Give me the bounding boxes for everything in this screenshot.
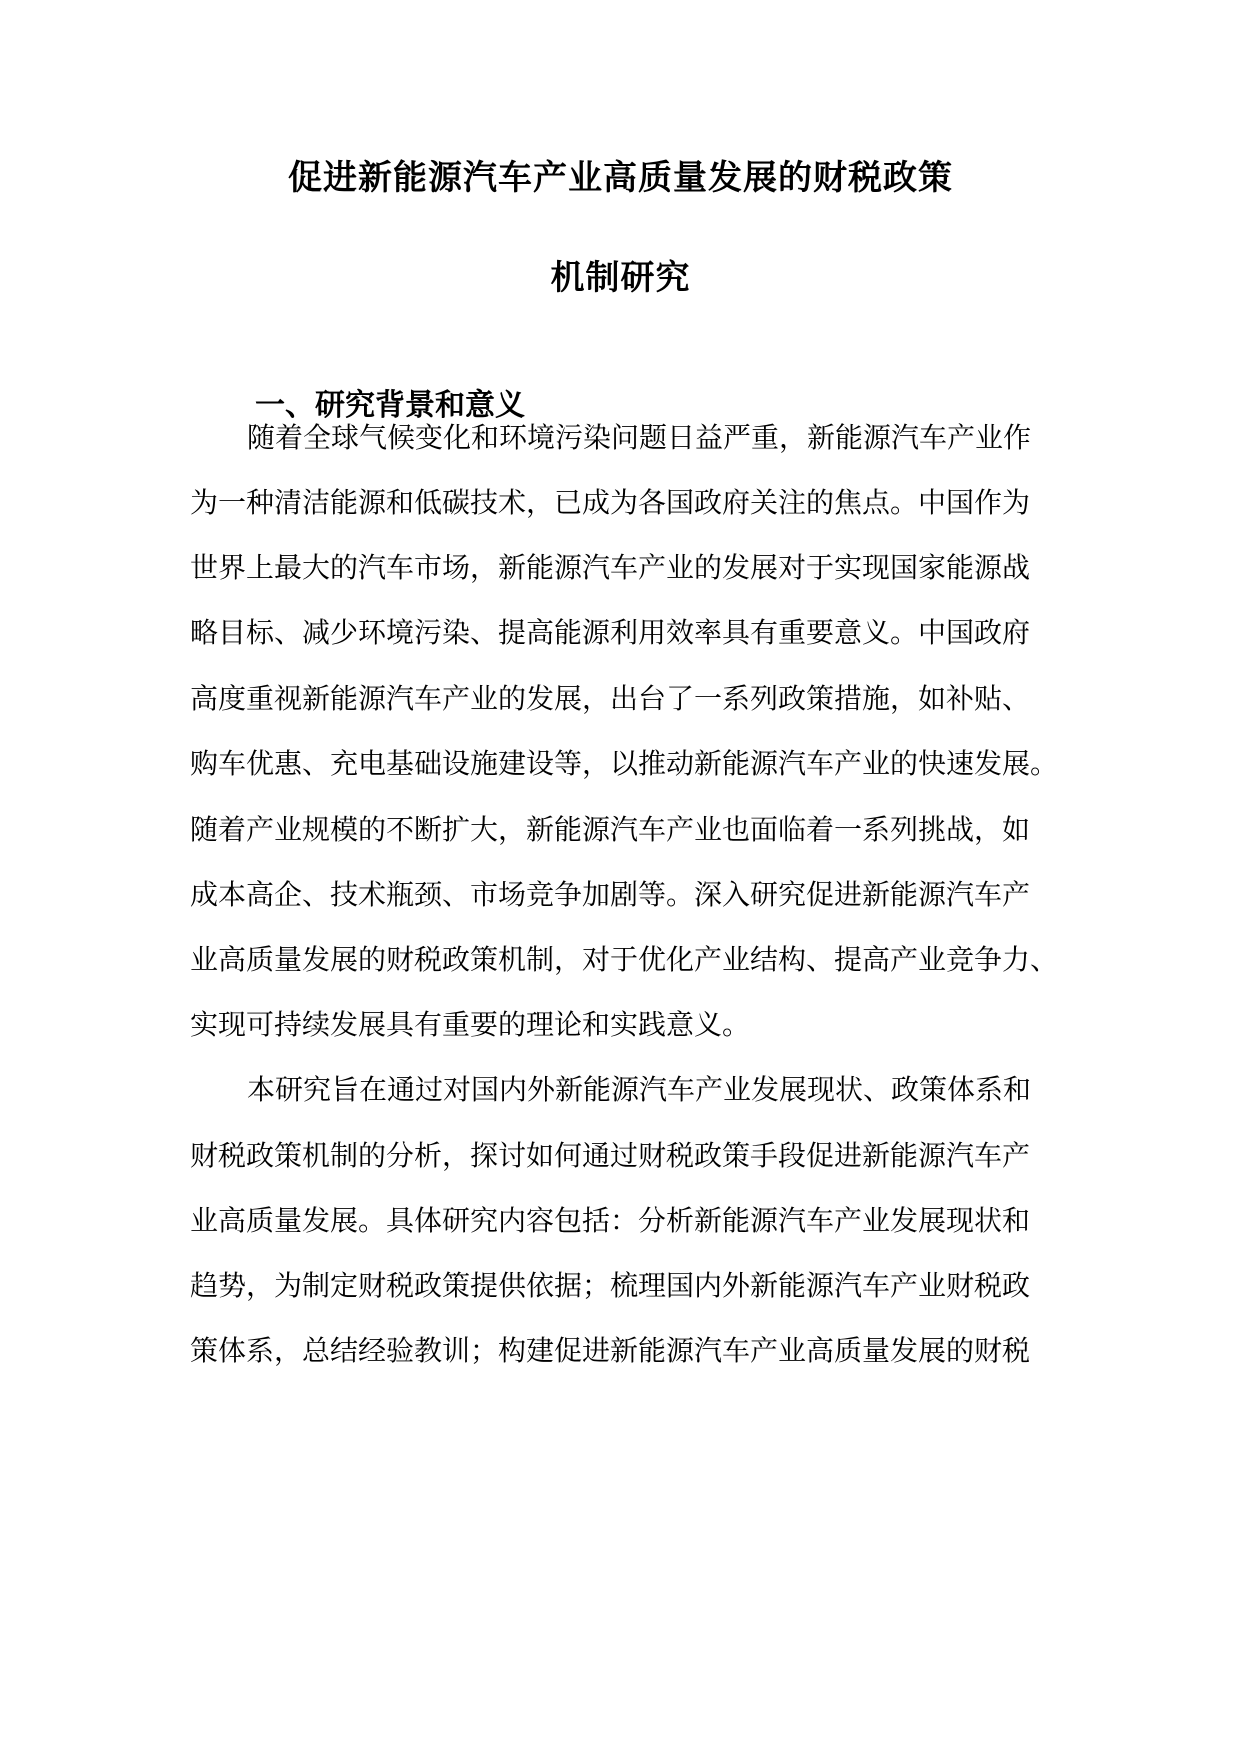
paragraph-1-line-2: 为一种清洁能源和低碳技术，已成为各国政府关注的焦点。中国作为: [190, 486, 1031, 519]
paragraph-1-line-8: 成本高企、技术瓶颈、市场竞争加剧等。深入研究促进新能源汽车产: [190, 878, 1031, 911]
section-heading: 一、研究背景和意义: [255, 388, 525, 423]
paragraph-1-line-4: 略目标、减少环境污染、提高能源利用效率具有重要意义。中国政府: [190, 616, 1031, 649]
document-title-line-2: 机制研究: [550, 258, 691, 298]
document-title-line-1: 促进新能源汽车产业高质量发展的财税政策: [288, 158, 953, 198]
paragraph-2-line-3: 业高质量发展。具体研究内容包括：分析新能源汽车产业发展现状和: [190, 1204, 1031, 1237]
paragraph-1-line-3: 世界上最大的汽车市场，新能源汽车产业的发展对于实现国家能源战: [190, 551, 1031, 584]
paragraph-2-line-2: 财税政策机制的分析，探讨如何通过财税政策手段促进新能源汽车产: [190, 1139, 1031, 1172]
paragraph-2-line-5: 策体系，总结经验教训；构建促进新能源汽车产业高质量发展的财税: [190, 1334, 1031, 1367]
paragraph-1-line-10: 实现可持续发展具有重要的理论和实践意义。: [190, 1008, 751, 1041]
paragraph-1-line-1: 随着全球气候变化和环境污染问题日益严重，新能源汽车产业作: [247, 421, 1032, 454]
paragraph-2-line-4: 趋势，为制定财税政策提供依据；梳理国内外新能源汽车产业财税政: [190, 1269, 1031, 1302]
paragraph-1-line-7: 随着产业规模的不断扩大，新能源汽车产业也面临着一系列挑战，如: [190, 813, 1031, 846]
paragraph-1-line-5: 高度重视新能源汽车产业的发展，出台了一系列政策措施，如补贴、: [190, 682, 1031, 715]
paragraph-1-line-9: 业高质量发展的财税政策机制，对于优化产业结构、提高产业竞争力、: [190, 943, 1059, 976]
paragraph-1-line-6: 购车优惠、充电基础设施建设等，以推动新能源汽车产业的快速发展。: [190, 747, 1059, 780]
paragraph-2-line-1: 本研究旨在通过对国内外新能源汽车产业发展现状、政策体系和: [247, 1073, 1032, 1106]
